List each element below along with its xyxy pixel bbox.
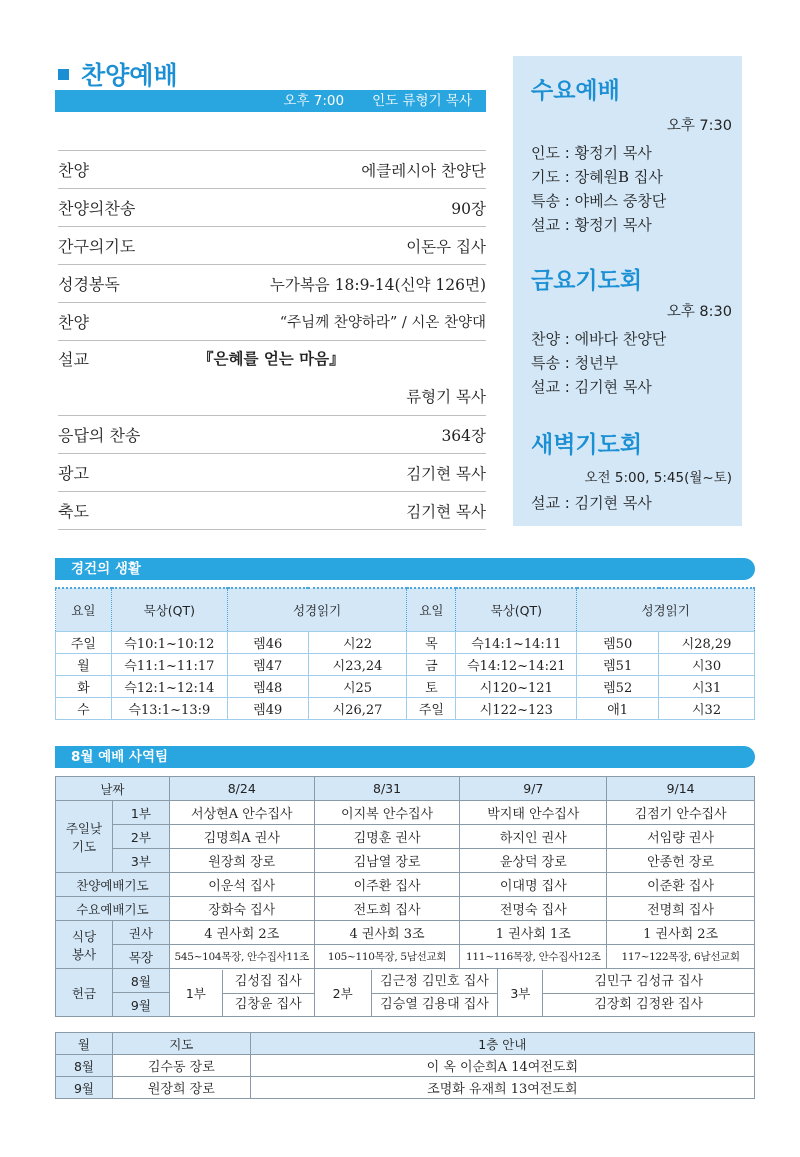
table-cell: 하지인 권사	[460, 825, 607, 849]
table-cell: 슥13:1~13:9	[111, 698, 227, 720]
order-value: 누가복음 18:9-14(신약 126면)	[269, 275, 486, 294]
table-cell: 월	[56, 654, 112, 676]
table-row	[56, 897, 755, 921]
table-cell: 시25	[308, 676, 407, 698]
order-row	[58, 265, 486, 303]
table-cell: 이 옥 이순희A 14여전도회	[250, 1055, 754, 1077]
table-cell: 시30	[659, 654, 755, 676]
part-cell: 권사	[112, 921, 169, 945]
table-cell: 김점기 안수집사	[607, 801, 755, 825]
month-cell: 8월	[112, 969, 169, 993]
dawn-time: 오전 5:00, 5:45(월~토)	[584, 470, 732, 486]
order-label: 찬양	[58, 161, 89, 180]
part-cell: 1부	[185, 985, 206, 1001]
part-cell: 1부	[112, 801, 169, 825]
wed-label: 수요예배기도	[56, 897, 170, 921]
order-value: “주님께 찬양하라” / 시온 찬양대	[279, 315, 486, 331]
table-cell: 시120~121	[456, 676, 577, 698]
table-cell: 안종헌 장로	[607, 849, 755, 873]
order-value: 이돈우 집사	[406, 237, 486, 256]
table-row	[56, 1055, 755, 1077]
table-cell: 화	[56, 676, 112, 698]
table-cell: 시122~123	[456, 698, 577, 720]
fri-title: 금요기도회	[531, 268, 643, 294]
order-row	[58, 227, 486, 265]
sermon-title: 『은혜를 얻는 마음』	[198, 350, 345, 368]
table-row	[56, 825, 755, 849]
order-label: 응답의 찬송	[58, 426, 141, 445]
fri-line: 찬양 : 에바다 찬양단	[531, 330, 667, 348]
square-bullet-icon	[58, 69, 69, 80]
table-cell: 렘49	[227, 698, 308, 720]
fri-line: 설교 : 김기현 목사	[531, 378, 652, 396]
table-cell: 김승열 김용대 집사	[380, 996, 489, 1012]
header-cell: 묵상(QT)	[111, 588, 227, 632]
table-cell: 545~104목장, 안수집사11조	[169, 945, 314, 969]
month-cell: 9월	[56, 1077, 113, 1099]
table-cell: 김남열 장로	[314, 849, 460, 873]
table-cell: 렘52	[577, 676, 659, 698]
order-row	[58, 189, 486, 227]
dawn-line: 설교 : 김기현 목사	[531, 494, 652, 512]
table-cell: 장화숙 집사	[169, 897, 314, 921]
wed-time: 오후 7:30	[666, 118, 732, 134]
devotion-title: 경건의 생활	[55, 558, 755, 580]
table-cell: 서임량 권사	[607, 825, 755, 849]
service-sidebox	[513, 56, 742, 526]
table-row	[56, 1033, 755, 1055]
table-cell: 금	[407, 654, 456, 676]
table-cell: 김근정 김민호 집사	[372, 970, 498, 994]
order-label: 성경봉독	[58, 275, 120, 294]
dawn-title: 새벽기도회	[531, 432, 643, 458]
table-cell: 원장희 장로	[112, 1077, 250, 1099]
part-cell: 2부	[332, 985, 353, 1001]
devotion-table	[55, 587, 755, 720]
order-label: 찬양	[58, 313, 89, 332]
lead-table	[55, 1032, 755, 1099]
sermon-label: 설교	[58, 350, 89, 369]
table-cell: 이대명 집사	[460, 873, 607, 897]
table-cell: 슥14:12~14:21	[456, 654, 577, 676]
table-cell: 렘48	[227, 676, 308, 698]
sunday-label: 주일낮 기도	[56, 801, 113, 873]
table-row	[56, 1077, 755, 1099]
table-cell: 김장회 김정완 집사	[594, 996, 704, 1012]
table-row	[56, 801, 755, 825]
table-cell: 주일	[56, 632, 112, 654]
part-cell: 목장	[112, 945, 169, 969]
table-cell: 시32	[659, 698, 755, 720]
table-cell: 시23,24	[308, 654, 407, 676]
order-value: 김기현 목사	[406, 464, 486, 483]
wed-line: 인도 : 황정기 목사	[531, 144, 652, 162]
fri-time: 오후 8:30	[666, 304, 732, 320]
table-cell: 이운석 집사	[169, 873, 314, 897]
date-label: 날짜	[56, 777, 170, 801]
table-cell: 조명화 유재희 13여전도회	[250, 1077, 754, 1099]
date-cell: 9/14	[607, 777, 755, 801]
table-cell: 김수동 장로	[112, 1055, 250, 1077]
table-cell: 4 권사회 2조	[169, 921, 314, 945]
worship-leader: 인도 류형기 목사	[372, 93, 472, 109]
offering-part-3	[498, 969, 755, 1017]
table-cell: 원장희 장로	[169, 849, 314, 873]
table-cell: 슥11:1~11:17	[111, 654, 227, 676]
table-cell: 김민구 김성규 집사	[543, 970, 754, 994]
table-cell: 목	[407, 632, 456, 654]
table-cell: 렘51	[577, 654, 659, 676]
table-cell: 전명희 집사	[607, 897, 755, 921]
table-cell: 렘50	[577, 632, 659, 654]
header-cell: 묵상(QT)	[456, 588, 577, 632]
table-cell: 시22	[308, 632, 407, 654]
table-cell: 시28,29	[659, 632, 755, 654]
table-cell: 김창윤 집사	[234, 996, 302, 1012]
table-cell: 김명희A 권사	[169, 825, 314, 849]
order-value: 90장	[451, 199, 486, 218]
header-cell: 지도	[112, 1033, 250, 1055]
table-cell: 이지복 안수집사	[314, 801, 460, 825]
praise-label: 찬양예배기도	[56, 873, 170, 897]
table-cell: 애1	[577, 698, 659, 720]
header-cell: 1층 안내	[250, 1033, 754, 1055]
table-row	[56, 849, 755, 873]
date-cell: 9/7	[460, 777, 607, 801]
table-row	[56, 676, 755, 698]
order-value: 364장	[441, 426, 486, 445]
month-cell: 8월	[56, 1055, 113, 1077]
table-cell: 슥10:1~10:12	[111, 632, 227, 654]
duty-table	[55, 776, 755, 1017]
table-row	[56, 654, 755, 676]
table-cell: 주일	[407, 698, 456, 720]
table-row	[56, 921, 755, 945]
table-cell: 전명숙 집사	[460, 897, 607, 921]
order-row	[58, 492, 486, 530]
header-cell: 성경읽기	[227, 588, 407, 632]
order-label: 간구의기도	[58, 237, 136, 256]
order-value: 에클레시아 찬양단	[361, 161, 486, 180]
order-label: 축도	[58, 502, 89, 521]
worship-time: 오후 7:00	[283, 93, 345, 109]
table-row	[56, 698, 755, 720]
table-cell: 슥12:1~12:14	[111, 676, 227, 698]
header-cell: 성경읽기	[577, 588, 755, 632]
month-cell: 9월	[112, 993, 169, 1017]
worship-title-block	[58, 56, 178, 92]
table-cell: 1 권사회 2조	[607, 921, 755, 945]
table-cell: 시26,27	[308, 698, 407, 720]
worship-order	[58, 150, 486, 530]
duty-title: 8월 예배 사역팀	[55, 746, 755, 768]
header-cell: 요일	[56, 588, 112, 632]
offering-part-2	[314, 969, 498, 1017]
table-cell: 117~122목장, 6남선교회	[607, 945, 755, 969]
worship-title: 찬양예배	[81, 61, 178, 90]
table-cell: 김성집 집사	[223, 970, 314, 994]
order-row	[58, 416, 486, 454]
table-row	[56, 777, 755, 801]
offering-part-1	[169, 969, 314, 1017]
order-label: 광고	[58, 464, 89, 483]
table-cell: 수	[56, 698, 112, 720]
table-cell: 렘47	[227, 654, 308, 676]
table-cell: 박지태 안수집사	[460, 801, 607, 825]
order-row	[58, 151, 486, 189]
dining-label: 식당 봉사	[56, 921, 113, 969]
table-cell: 김명훈 권사	[314, 825, 460, 849]
table-cell: 윤상덕 장로	[460, 849, 607, 873]
order-value: 김기현 목사	[406, 502, 486, 521]
table-cell: 토	[407, 676, 456, 698]
table-cell: 서상현A 안수집사	[169, 801, 314, 825]
wed-line: 기도 : 장혜원B 집사	[531, 168, 663, 186]
table-cell: 전도희 집사	[314, 897, 460, 921]
table-cell: 슥14:1~14:11	[456, 632, 577, 654]
wed-line: 설교 : 황정기 목사	[531, 216, 652, 234]
offering-label: 헌금	[56, 969, 113, 1017]
order-row	[58, 454, 486, 492]
date-cell: 8/24	[169, 777, 314, 801]
worship-subbar	[55, 90, 486, 112]
fri-line: 특송 : 청년부	[531, 354, 619, 372]
table-row	[56, 969, 755, 993]
table-row	[56, 632, 755, 654]
part-cell: 3부	[112, 849, 169, 873]
part-cell: 2부	[112, 825, 169, 849]
header-cell: 월	[56, 1033, 113, 1055]
date-cell: 8/31	[314, 777, 460, 801]
part-cell: 3부	[510, 985, 531, 1001]
table-cell: 이준환 집사	[607, 873, 755, 897]
wed-line: 특송 : 야베스 중창단	[531, 192, 667, 210]
sermon-preacher: 류형기 목사	[406, 388, 486, 406]
table-cell: 시31	[659, 676, 755, 698]
order-label: 찬양의찬송	[58, 199, 136, 218]
table-row	[56, 873, 755, 897]
sermon-row	[58, 341, 486, 416]
header-cell: 요일	[407, 588, 456, 632]
table-cell: 1 권사회 1조	[460, 921, 607, 945]
wed-title: 수요예배	[531, 78, 620, 104]
table-cell: 105~110목장, 5남선교회	[314, 945, 460, 969]
table-cell: 렘46	[227, 632, 308, 654]
table-row	[56, 945, 755, 969]
order-row	[58, 303, 486, 341]
table-cell: 4 권사회 3조	[314, 921, 460, 945]
table-cell: 이주환 집사	[314, 873, 460, 897]
table-cell: 111~116목장, 안수집사12조	[460, 945, 607, 969]
